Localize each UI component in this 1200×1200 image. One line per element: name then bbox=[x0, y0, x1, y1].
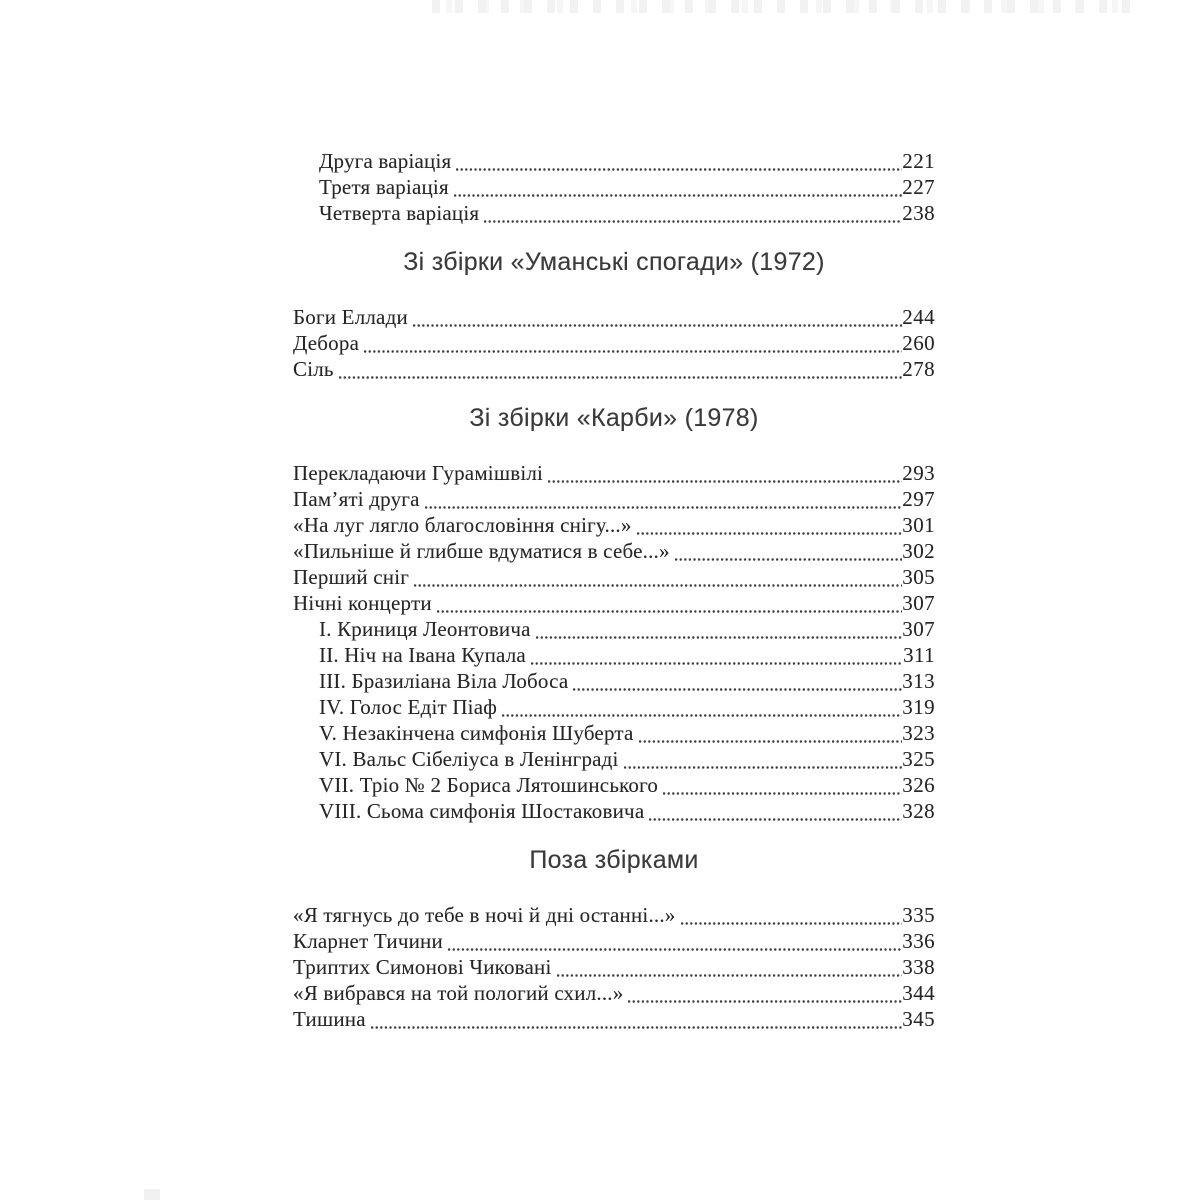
entry-page-number: 323 bbox=[902, 721, 935, 745]
entry-page-number: 338 bbox=[902, 955, 935, 979]
section-entries bbox=[293, 461, 935, 825]
toc-entry bbox=[293, 513, 935, 539]
entry-title: Перекладаючи Гурамішвілі bbox=[293, 461, 544, 485]
entry-title: «На луг лягло благословіння снігу...» bbox=[293, 513, 632, 537]
entry-title: Друга варіація bbox=[319, 149, 452, 173]
entry-page-number: 344 bbox=[902, 981, 935, 1005]
toc-entry bbox=[293, 487, 935, 513]
entry-title: V. Незакінчена симфонія Шуберта bbox=[319, 721, 634, 745]
toc-section bbox=[293, 843, 935, 1033]
entry-page-number: 307 bbox=[902, 617, 935, 641]
dot-leader bbox=[364, 350, 902, 353]
entry-page-number: 244 bbox=[902, 305, 935, 329]
section-entries bbox=[293, 903, 935, 1033]
dot-leader bbox=[663, 792, 902, 795]
toc-entry bbox=[293, 565, 935, 591]
entry-page-number: 301 bbox=[902, 513, 935, 537]
dot-leader bbox=[536, 636, 903, 639]
entry-title: Триптих Симонові Чиковані bbox=[293, 955, 552, 979]
toc-entry bbox=[293, 721, 935, 747]
toc-entry bbox=[293, 773, 935, 799]
toc-section bbox=[293, 245, 935, 383]
dot-leader bbox=[624, 766, 903, 769]
entry-page-number: 326 bbox=[902, 773, 935, 797]
dot-leader bbox=[371, 1026, 903, 1029]
entry-page-number: 221 bbox=[902, 149, 935, 173]
dot-leader bbox=[637, 532, 903, 535]
toc-entry bbox=[293, 149, 935, 175]
entry-page-number: 307 bbox=[902, 591, 935, 615]
entry-title: III. Бразиліана Віла Лобоса bbox=[319, 669, 569, 693]
toc-entry bbox=[293, 201, 935, 227]
entry-page-number: 335 bbox=[902, 903, 935, 927]
dot-leader bbox=[413, 324, 902, 327]
dot-leader bbox=[548, 480, 902, 483]
entry-page-number: 336 bbox=[902, 929, 935, 953]
dot-leader bbox=[448, 948, 902, 951]
entry-title: II. Ніч на Івана Купала bbox=[319, 643, 526, 667]
toc-entry bbox=[293, 903, 935, 929]
entry-title: Четверта варіація bbox=[319, 201, 480, 225]
entry-page-number: 297 bbox=[902, 487, 935, 511]
entry-title: «Я вибрався на той пологий схил...» bbox=[293, 981, 624, 1005]
entry-page-number: 227 bbox=[902, 175, 935, 199]
dot-leader bbox=[437, 610, 903, 613]
entry-title: Третя варіація bbox=[319, 175, 449, 199]
table-of-contents bbox=[293, 149, 935, 1033]
dot-leader bbox=[502, 714, 902, 717]
entry-page-number: 345 bbox=[902, 1007, 935, 1031]
entry-title: I. Криниця Леонтовича bbox=[319, 617, 531, 641]
dot-leader bbox=[573, 688, 902, 691]
toc-entry bbox=[293, 799, 935, 825]
dot-leader bbox=[454, 194, 902, 197]
toc-entry bbox=[293, 643, 935, 669]
dot-leader bbox=[628, 1000, 902, 1003]
toc-entry bbox=[293, 357, 935, 383]
entry-title: Пам’яті друга bbox=[293, 487, 420, 511]
entry-title: VII. Тріо № 2 Бориса Лятошинського bbox=[319, 773, 659, 797]
toc-entry bbox=[293, 617, 935, 643]
section-entries bbox=[293, 305, 935, 383]
entry-page-number: 260 bbox=[902, 331, 935, 355]
dot-leader bbox=[639, 740, 903, 743]
entry-title: Тишина bbox=[293, 1007, 366, 1031]
toc-entry bbox=[293, 331, 935, 357]
entry-page-number: 328 bbox=[902, 799, 935, 823]
entry-page-number: 278 bbox=[902, 357, 935, 381]
section-heading: Зі збірки «Карби» (1978) bbox=[469, 404, 759, 432]
dot-leader bbox=[456, 168, 902, 171]
dot-leader bbox=[675, 558, 903, 561]
entry-title: Нічні концерти bbox=[293, 591, 432, 615]
toc-entry bbox=[293, 591, 935, 617]
cropped-text-artifact-bottom bbox=[144, 1189, 160, 1200]
dot-leader bbox=[681, 922, 903, 925]
entry-page-number: 238 bbox=[902, 201, 935, 225]
toc-section bbox=[293, 401, 935, 825]
dot-leader bbox=[649, 818, 902, 821]
toc-entry bbox=[293, 539, 935, 565]
dot-leader bbox=[531, 662, 903, 665]
toc-entry bbox=[293, 1007, 935, 1033]
toc-entry bbox=[293, 461, 935, 487]
entry-page-number: 313 bbox=[902, 669, 935, 693]
entry-page-number: 311 bbox=[903, 643, 935, 667]
toc-entry bbox=[293, 175, 935, 201]
toc-section bbox=[293, 149, 935, 227]
toc-entry bbox=[293, 747, 935, 773]
toc-entry bbox=[293, 955, 935, 981]
section-heading: Зі збірки «Уманські спогади» (1972) bbox=[403, 248, 825, 276]
entry-title: IV. Голос Едіт Піаф bbox=[319, 695, 498, 719]
entry-page-number: 319 bbox=[902, 695, 935, 719]
toc-entry bbox=[293, 669, 935, 695]
dot-leader bbox=[425, 506, 903, 509]
entry-title: «Я тягнусь до тебе в ночі й дні останні...» bbox=[293, 903, 676, 927]
toc-entry bbox=[293, 981, 935, 1007]
entry-title: VI. Вальс Сібеліуса в Ленінграді bbox=[319, 747, 619, 771]
toc-entry bbox=[293, 305, 935, 331]
entry-title: Перший сніг bbox=[293, 565, 410, 589]
entry-title: Дебора bbox=[293, 331, 360, 355]
entry-page-number: 325 bbox=[902, 747, 935, 771]
section-entries bbox=[293, 149, 935, 227]
entry-title: VIII. Сьома симфонія Шостаковича bbox=[319, 799, 645, 823]
section-heading: Поза збірками bbox=[529, 846, 699, 874]
entry-page-number: 302 bbox=[902, 539, 935, 563]
entry-page-number: 293 bbox=[902, 461, 935, 485]
toc-entry bbox=[293, 695, 935, 721]
toc-entry bbox=[293, 929, 935, 955]
entry-title: Боги Еллади bbox=[293, 305, 408, 329]
entry-title: Сіль bbox=[293, 357, 334, 381]
entry-title: «Пильніше й глибше вдуматися в себе...» bbox=[293, 539, 670, 563]
dot-leader bbox=[414, 584, 902, 587]
dot-leader bbox=[339, 376, 903, 379]
cropped-text-artifact-top bbox=[432, 0, 1138, 13]
entry-title: Кларнет Тичини bbox=[293, 929, 443, 953]
entry-page-number: 305 bbox=[902, 565, 935, 589]
dot-leader bbox=[557, 974, 903, 977]
dot-leader bbox=[484, 220, 902, 223]
